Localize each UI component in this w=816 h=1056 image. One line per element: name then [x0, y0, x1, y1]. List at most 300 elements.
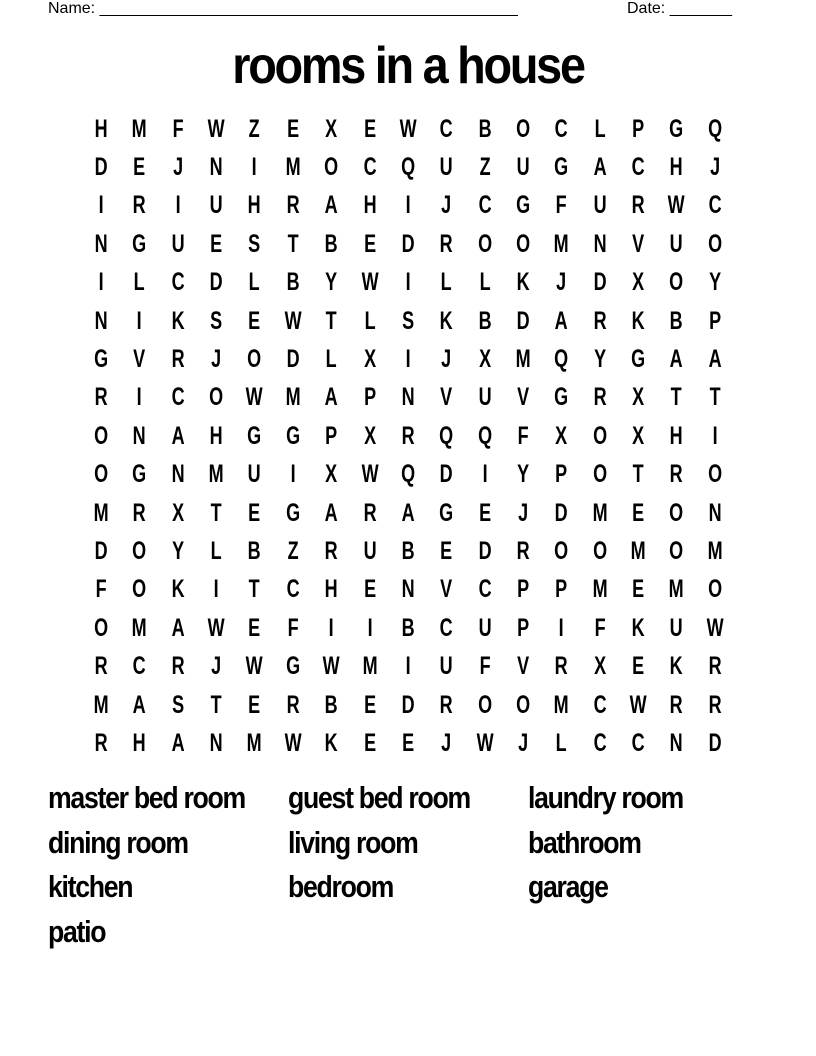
grid-row	[82, 110, 734, 148]
grid-letter: I	[558, 613, 564, 642]
grid-letter: O	[669, 536, 684, 565]
grid-letter: N	[670, 728, 684, 757]
grid-letter: I	[137, 306, 143, 335]
grid-letter: F	[95, 575, 107, 604]
grid-letter: C	[363, 153, 377, 182]
grid-letter: C	[171, 268, 185, 297]
grid-letter: R	[171, 652, 185, 681]
grid-letter: O	[669, 498, 684, 527]
grid-letter: K	[171, 575, 185, 604]
grid-letter: O	[707, 229, 722, 258]
grid-letter: N	[401, 575, 415, 604]
grid-row	[82, 379, 734, 417]
grid-letter: Y	[171, 536, 184, 565]
word-list-item: laundry room	[528, 780, 683, 815]
grid-letter: O	[707, 460, 722, 489]
grid-letter: G	[132, 460, 147, 489]
grid-letter: K	[439, 306, 453, 335]
grid-letter: R	[593, 306, 607, 335]
grid-letter: E	[632, 652, 645, 681]
grid-letter: T	[671, 383, 683, 412]
grid-letter: U	[363, 536, 377, 565]
grid-letter: F	[479, 652, 491, 681]
grid-letter: L	[555, 728, 567, 757]
grid-letter: O	[592, 460, 607, 489]
grid-row	[82, 494, 734, 532]
grid-letter: P	[632, 114, 645, 143]
grid-letter: N	[401, 383, 415, 412]
grid-letter: M	[285, 153, 301, 182]
grid-letter: X	[363, 345, 376, 374]
grid-letter: V	[632, 229, 645, 258]
grid-letter: D	[94, 536, 108, 565]
grid-letter: N	[593, 229, 607, 258]
grid-letter: L	[479, 268, 491, 297]
word-list-item: patio	[48, 913, 106, 949]
grid-letter: U	[670, 229, 684, 258]
grid-letter: I	[290, 460, 296, 489]
grid-letter: R	[94, 383, 108, 412]
grid-letter: W	[629, 690, 647, 719]
grid-letter: I	[712, 421, 718, 450]
grid-letter: D	[593, 268, 607, 297]
grid-letter: N	[708, 498, 722, 527]
grid-letter: A	[324, 498, 338, 527]
grid-letter: R	[631, 191, 645, 220]
grid-letter: P	[555, 575, 568, 604]
grid-letter: X	[478, 345, 491, 374]
grid-letter: F	[287, 613, 299, 642]
grid-row	[82, 264, 734, 302]
grid-letter: J	[518, 498, 529, 527]
grid-letter: R	[439, 690, 453, 719]
grid-letter: C	[439, 114, 453, 143]
grid-letter: L	[210, 536, 222, 565]
grid-letter: R	[593, 383, 607, 412]
grid-letter: I	[367, 613, 373, 642]
grid-letter: J	[518, 728, 529, 757]
grid-row	[82, 686, 734, 724]
grid-letter: B	[670, 306, 684, 335]
grid-letter: D	[209, 268, 223, 297]
word-list-item: kitchen	[48, 869, 133, 904]
grid-letter: T	[210, 498, 222, 527]
word-list-item: living room	[288, 824, 418, 860]
word-list-item: bedroom	[288, 869, 394, 904]
grid-letter: X	[632, 421, 645, 450]
grid-letter: D	[516, 306, 530, 335]
grid-letter: J	[709, 153, 720, 182]
grid-letter: P	[708, 306, 721, 335]
grid-letter: R	[286, 690, 300, 719]
grid-letter: W	[246, 383, 264, 412]
grid-letter: A	[554, 306, 568, 335]
grid-letter: W	[322, 652, 340, 681]
grid-letter: X	[325, 114, 338, 143]
grid-letter: I	[175, 191, 181, 220]
grid-letter: A	[171, 728, 185, 757]
grid-letter: J	[211, 345, 222, 374]
grid-letter: X	[325, 460, 338, 489]
grid-letter: Z	[249, 114, 261, 143]
grid-letter: X	[555, 421, 568, 450]
grid-letter: G	[132, 229, 147, 258]
grid-letter: W	[361, 268, 379, 297]
grid-letter: Y	[517, 460, 530, 489]
grid-letter: I	[482, 460, 488, 489]
grid-letter: X	[593, 652, 606, 681]
grid-letter: D	[94, 153, 108, 182]
grid-letter: E	[248, 690, 261, 719]
grid-letter: C	[439, 613, 453, 642]
grid-letter: U	[439, 652, 453, 681]
grid-letter: A	[593, 153, 607, 182]
grid-letter: H	[248, 191, 262, 220]
grid-letter: V	[133, 345, 146, 374]
grid-letter: U	[670, 613, 684, 642]
grid-letter: M	[247, 728, 263, 757]
grid-letter: R	[133, 191, 147, 220]
grid-letter: G	[669, 114, 684, 143]
grid-letter: E	[402, 728, 415, 757]
grid-letter: E	[286, 114, 299, 143]
grid-letter: P	[555, 460, 568, 489]
grid-letter: T	[210, 690, 222, 719]
grid-letter: N	[94, 229, 108, 258]
grid-letter: L	[325, 345, 337, 374]
grid-letter: U	[248, 460, 262, 489]
grid-letter: N	[94, 306, 108, 335]
grid-letter: U	[439, 153, 453, 182]
grid-letter: O	[209, 383, 224, 412]
grid-letter: F	[172, 114, 184, 143]
grid-letter: B	[324, 229, 338, 258]
grid-letter: G	[285, 498, 300, 527]
grid-letter: M	[208, 460, 224, 489]
grid-letter: R	[439, 229, 453, 258]
grid-letter: U	[171, 229, 185, 258]
grid-letter: U	[209, 191, 223, 220]
grid-letter: W	[399, 114, 417, 143]
grid-letter: J	[441, 728, 452, 757]
grid-letter: E	[248, 306, 261, 335]
grid-letter: I	[213, 575, 219, 604]
grid-letter: E	[363, 690, 376, 719]
grid-letter: V	[517, 383, 530, 412]
grid-row	[82, 571, 734, 609]
grid-letter: J	[211, 652, 222, 681]
grid-letter: Y	[325, 268, 338, 297]
grid-letter: R	[133, 498, 147, 527]
grid-letter: N	[171, 460, 185, 489]
grid-letter: D	[401, 229, 415, 258]
grid-letter: E	[440, 536, 453, 565]
grid-row	[82, 724, 734, 762]
grid-letter: E	[248, 498, 261, 527]
grid-letter: I	[252, 153, 258, 182]
grid-letter: C	[593, 728, 607, 757]
grid-letter: J	[441, 191, 452, 220]
grid-letter: I	[98, 191, 104, 220]
word-search-grid	[82, 110, 734, 763]
grid-letter: B	[324, 690, 338, 719]
grid-letter: P	[325, 421, 338, 450]
grid-letter: H	[363, 191, 377, 220]
grid-letter: H	[670, 153, 684, 182]
grid-letter: G	[94, 345, 109, 374]
grid-letter: C	[708, 191, 722, 220]
grid-letter: I	[328, 613, 334, 642]
grid-letter: Z	[287, 536, 299, 565]
grid-letter: O	[477, 690, 492, 719]
grid-letter: O	[247, 345, 262, 374]
grid-letter: R	[286, 191, 300, 220]
grid-letter: W	[706, 613, 724, 642]
grid-letter: M	[285, 383, 301, 412]
grid-letter: W	[361, 460, 379, 489]
grid-letter: I	[405, 191, 411, 220]
grid-letter: L	[249, 268, 261, 297]
grid-letter: C	[631, 153, 645, 182]
grid-letter: W	[207, 613, 225, 642]
grid-letter: C	[286, 575, 300, 604]
grid-letter: I	[405, 652, 411, 681]
grid-letter: H	[209, 421, 223, 450]
grid-letter: O	[516, 229, 531, 258]
grid-letter: K	[324, 728, 338, 757]
grid-letter: F	[555, 191, 567, 220]
grid-letter: A	[708, 345, 722, 374]
grid-letter: O	[94, 613, 109, 642]
grid-letter: L	[134, 268, 146, 297]
grid-letter: C	[478, 575, 492, 604]
grid-letter: Q	[401, 460, 416, 489]
grid-letter: W	[246, 652, 264, 681]
grid-letter: H	[133, 728, 147, 757]
grid-letter: B	[401, 536, 415, 565]
grid-letter: R	[363, 498, 377, 527]
grid-letter: B	[248, 536, 262, 565]
grid-row	[82, 456, 734, 494]
grid-letter: W	[476, 728, 494, 757]
grid-row	[82, 609, 734, 647]
grid-letter: G	[516, 191, 531, 220]
grid-letter: A	[670, 345, 684, 374]
grid-letter: R	[171, 345, 185, 374]
grid-letter: O	[324, 153, 339, 182]
grid-letter: W	[668, 191, 686, 220]
grid-letter: C	[171, 383, 185, 412]
grid-letter: T	[709, 383, 721, 412]
grid-letter: D	[286, 345, 300, 374]
grid-row	[82, 302, 734, 340]
grid-letter: T	[632, 460, 644, 489]
grid-letter: A	[133, 690, 147, 719]
grid-letter: U	[593, 191, 607, 220]
grid-letter: S	[210, 306, 223, 335]
grid-letter: E	[363, 114, 376, 143]
grid-letter: E	[478, 498, 491, 527]
grid-letter: O	[94, 460, 109, 489]
grid-letter: Z	[479, 153, 491, 182]
grid-letter: F	[594, 613, 606, 642]
grid-letter: T	[287, 229, 299, 258]
grid-letter: M	[132, 613, 148, 642]
grid-letter: H	[670, 421, 684, 450]
grid-letter: P	[517, 575, 530, 604]
grid-letter: I	[98, 268, 104, 297]
word-list	[48, 778, 768, 956]
grid-letter: U	[478, 613, 492, 642]
grid-letter: C	[554, 114, 568, 143]
grid-letter: C	[593, 690, 607, 719]
grid-letter: Y	[593, 345, 606, 374]
grid-letter: W	[284, 306, 302, 335]
grid-letter: E	[363, 575, 376, 604]
grid-letter: E	[632, 498, 645, 527]
grid-letter: A	[324, 383, 338, 412]
grid-letter: R	[94, 728, 108, 757]
grid-letter: Q	[477, 421, 492, 450]
grid-letter: B	[478, 306, 492, 335]
grid-letter: I	[137, 383, 143, 412]
word-list-item: dining room	[48, 824, 188, 860]
grid-letter: M	[553, 690, 569, 719]
grid-letter: B	[478, 114, 492, 143]
grid-letter: J	[172, 153, 183, 182]
grid-letter: R	[516, 536, 530, 565]
grid-letter: E	[210, 229, 223, 258]
grid-letter: W	[284, 728, 302, 757]
grid-letter: K	[516, 268, 530, 297]
grid-letter: K	[670, 652, 684, 681]
grid-letter: K	[631, 613, 645, 642]
grid-letter: Q	[401, 153, 416, 182]
grid-letter: G	[554, 153, 569, 182]
grid-letter: D	[478, 536, 492, 565]
grid-letter: B	[401, 613, 415, 642]
grid-letter: G	[631, 345, 646, 374]
grid-letter: E	[363, 229, 376, 258]
grid-letter: O	[707, 575, 722, 604]
grid-letter: T	[249, 575, 261, 604]
grid-letter: R	[94, 652, 108, 681]
grid-letter: V	[440, 575, 453, 604]
grid-letter: A	[171, 613, 185, 642]
grid-letter: K	[631, 306, 645, 335]
grid-row	[82, 225, 734, 263]
grid-letter: G	[285, 421, 300, 450]
grid-letter: M	[592, 575, 608, 604]
grid-letter: P	[363, 383, 376, 412]
grid-letter: A	[171, 421, 185, 450]
grid-letter: A	[324, 191, 338, 220]
grid-letter: O	[516, 114, 531, 143]
grid-letter: R	[401, 421, 415, 450]
grid-letter: S	[402, 306, 415, 335]
word-list-item: garage	[528, 869, 608, 904]
grid-letter: V	[517, 652, 530, 681]
grid-row	[82, 417, 734, 455]
grid-letter: M	[362, 652, 378, 681]
grid-letter: G	[285, 652, 300, 681]
grid-letter: E	[133, 153, 146, 182]
grid-row	[82, 647, 734, 685]
grid-letter: L	[594, 114, 606, 143]
grid-letter: J	[556, 268, 567, 297]
grid-letter: G	[554, 383, 569, 412]
grid-letter: M	[669, 575, 685, 604]
grid-row	[82, 532, 734, 570]
grid-letter: M	[592, 498, 608, 527]
grid-letter: J	[441, 345, 452, 374]
grid-letter: A	[401, 498, 415, 527]
grid-row	[82, 187, 734, 225]
grid-letter: Q	[439, 421, 454, 450]
grid-letter: E	[248, 613, 261, 642]
grid-row	[82, 148, 734, 186]
grid-letter: K	[171, 306, 185, 335]
grid-letter: C	[631, 728, 645, 757]
grid-letter: V	[440, 383, 453, 412]
grid-letter: R	[670, 690, 684, 719]
grid-letter: E	[632, 575, 645, 604]
name-field-line: Name: _______________________________________________	[48, 0, 518, 17]
grid-letter: I	[405, 345, 411, 374]
grid-letter: L	[440, 268, 452, 297]
grid-letter: U	[478, 383, 492, 412]
grid-letter: X	[171, 498, 184, 527]
grid-letter: E	[363, 728, 376, 757]
grid-letter: Q	[707, 114, 722, 143]
grid-row	[82, 340, 734, 378]
grid-letter: R	[670, 460, 684, 489]
word-list-item: guest bed room	[288, 780, 470, 815]
grid-letter: O	[132, 575, 147, 604]
grid-letter: O	[94, 421, 109, 450]
grid-letter: B	[286, 268, 300, 297]
grid-letter: H	[94, 114, 108, 143]
grid-letter: N	[209, 153, 223, 182]
grid-letter: M	[515, 345, 531, 374]
grid-letter: M	[132, 114, 148, 143]
grid-letter: S	[171, 690, 184, 719]
grid-letter: M	[630, 536, 646, 565]
puzzle-title: rooms in a house	[232, 37, 584, 95]
grid-letter: O	[669, 268, 684, 297]
grid-letter: O	[554, 536, 569, 565]
grid-letter: P	[517, 613, 530, 642]
grid-letter: Q	[554, 345, 569, 374]
word-list-item: master bed room	[48, 780, 245, 815]
grid-letter: R	[708, 690, 722, 719]
grid-letter: D	[401, 690, 415, 719]
grid-letter: W	[207, 114, 225, 143]
grid-letter: Y	[708, 268, 721, 297]
grid-letter: O	[477, 229, 492, 258]
grid-letter: X	[632, 268, 645, 297]
grid-letter: M	[707, 536, 723, 565]
grid-letter: T	[325, 306, 337, 335]
grid-letter: M	[93, 498, 109, 527]
grid-letter: X	[632, 383, 645, 412]
grid-letter: O	[592, 421, 607, 450]
grid-letter: U	[516, 153, 530, 182]
grid-letter: F	[517, 421, 529, 450]
date-field-line: Date: _______	[627, 0, 732, 17]
grid-letter: O	[132, 536, 147, 565]
word-list-item: bathroom	[528, 824, 641, 860]
